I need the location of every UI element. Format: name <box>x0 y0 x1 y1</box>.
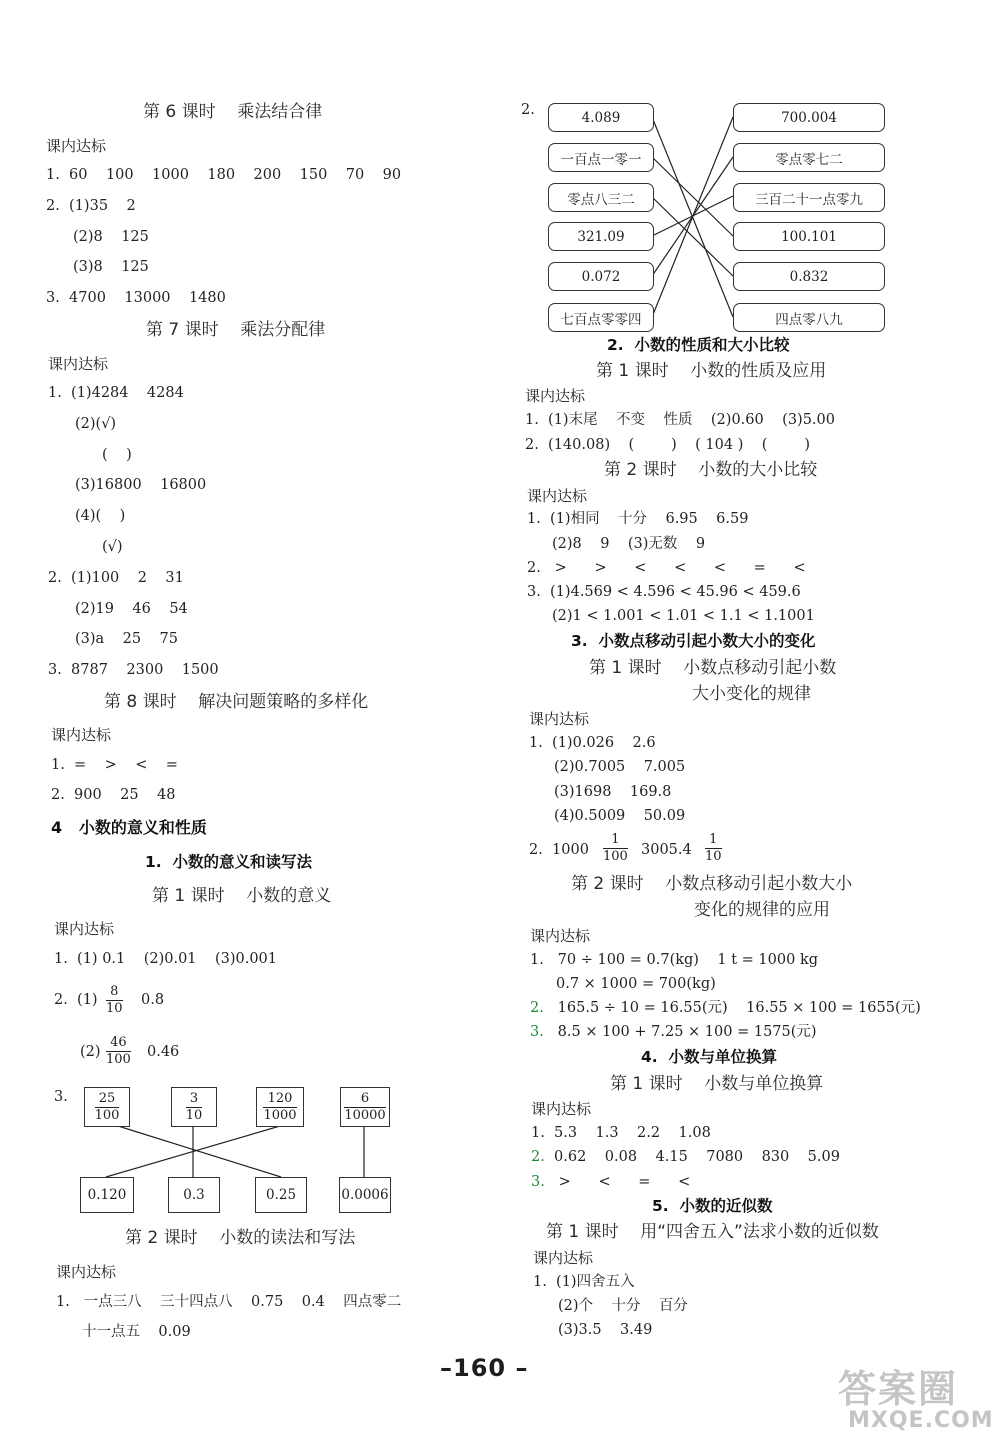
lesson-8-title: 第 8 课时 解决问题策略的多样化 <box>104 692 369 712</box>
match-right-box: 700.004 <box>733 103 885 132</box>
match-left-box: 七百点零零四 <box>548 303 654 332</box>
answer-line: 1. (1)相同 十分 6.95 6.59 <box>527 511 749 527</box>
section-heading: 课内达标 <box>51 726 112 744</box>
denominator: 1000 <box>263 1107 297 1123</box>
match-right-box: 四点零八九 <box>733 303 885 332</box>
answer-line: 十一点五 0.09 <box>82 1324 191 1340</box>
answer-line: (4)( ) <box>75 508 126 524</box>
answer-line: 1. 70 ÷ 100 = 0.7(kg) 1 t = 1000 kg <box>530 952 819 968</box>
answer-line: 1. 60 100 1000 180 200 150 70 90 <box>46 167 402 183</box>
watermark-url: MXQE.COM <box>848 1408 994 1433</box>
lesson-title-cont: 大小变化的规律 <box>692 684 811 704</box>
question-number: 3. <box>531 1174 545 1190</box>
numerator: 8 <box>110 984 119 999</box>
numerator: 1 <box>611 832 620 847</box>
answer-line: 1. (1)四舍五入 <box>533 1274 635 1290</box>
lesson-title: 第 1 课时 小数的性质及应用 <box>596 361 827 381</box>
section-heading: 课内达标 <box>54 920 115 938</box>
answer-line: (2)1 < 1.001 < 1.01 < 1.1 < 1.1001 <box>552 608 815 624</box>
lesson-7-title: 第 7 课时 乘法分配律 <box>146 320 326 340</box>
answer-line: 1. (1)4284 4284 <box>48 385 184 401</box>
answer-line: 1. (1)0.026 2.6 <box>529 735 656 751</box>
question-number: 3. <box>530 1024 544 1040</box>
answer-line: (2)(√) <box>75 416 117 432</box>
lesson-title: 第 2 课时 小数点移动引起小数大小 <box>571 874 853 894</box>
match-right-box: 100.101 <box>733 222 885 251</box>
answer-line: 2. 165.5 ÷ 10 = 16.55(元) 16.55 × 100 = 1655(元) <box>530 1000 921 1016</box>
chapter-4-title: 4 小数的意义和性质 <box>51 818 207 837</box>
answer-line: (2)8 9 (3)无数 9 <box>552 536 706 552</box>
question-number: 2. <box>521 102 535 118</box>
denominator: 10 <box>185 1107 203 1123</box>
denominator: 100 <box>603 848 628 864</box>
match-bottom-box: 0.0006 <box>339 1177 391 1213</box>
answer-line: (3)1698 169.8 <box>554 784 672 800</box>
answer-line: 1. = > < = <box>51 757 178 773</box>
match-left-box: 一百点一零一 <box>548 143 654 172</box>
denominator: 10000 <box>344 1107 386 1123</box>
fraction <box>603 833 628 863</box>
answer-line: 2. (1)35 2 <box>46 198 136 214</box>
answer-line: (2)19 46 54 <box>75 601 188 617</box>
answer-line: 1. (1)末尾 不变 性质 (2)0.60 (3)5.00 <box>525 412 835 428</box>
answer-line: 2. (1) <box>54 992 98 1008</box>
watermark-text: 答案圈 <box>838 1367 959 1411</box>
answer-line: 3. 4700 13000 1480 <box>46 290 226 306</box>
denominator: 100 <box>94 1107 120 1123</box>
answer-line: 2. > > < < < = < <box>527 560 806 576</box>
answer-line: (2)8 125 <box>73 229 149 245</box>
answer-line: 3. 8787 2300 1500 <box>48 662 219 678</box>
answer-line: 3. (1)4.569 < 4.596 < 45.96 < 459.6 <box>527 584 801 600</box>
match-right-box: 三百二十一点零九 <box>733 183 885 212</box>
page-number: –160 – <box>440 1354 529 1382</box>
numerator: 3 <box>189 1090 199 1106</box>
answer-line: 1. 一点三八 三十四点八 0.75 0.4 四点零二 <box>56 1294 402 1310</box>
answer-line: 3. > < = < <box>531 1174 691 1190</box>
denominator: 10 <box>705 848 722 864</box>
numerator: 46 <box>110 1035 127 1050</box>
answer-line: 2. 900 25 48 <box>51 787 176 803</box>
question-number: 3. <box>54 1089 68 1105</box>
lesson-title-cont: 变化的规律的应用 <box>694 900 830 920</box>
denominator: 100 <box>106 1051 131 1067</box>
lesson-title: 第 1 课时 小数点移动引起小数 <box>589 658 837 678</box>
answer-line: (3)8 125 <box>73 259 149 275</box>
answer-line: (√) <box>102 539 123 555</box>
fraction <box>705 833 722 863</box>
answer-line: (2)个 十分 百分 <box>558 1298 688 1314</box>
answer-line: 3005.4 <box>641 842 692 858</box>
answer-line: (3)3.5 3.49 <box>558 1322 653 1338</box>
question-number: 2. <box>530 1000 544 1016</box>
answer-line: 2. (140.08) ( ) ( 104 ) ( ) <box>525 437 810 453</box>
numerator: 120 <box>267 1090 293 1106</box>
subsection-title: 3. 小数点移动引起小数大小的变化 <box>571 632 816 650</box>
match-bottom-box: 0.3 <box>168 1177 220 1213</box>
match-left-box: 4.089 <box>548 103 654 132</box>
lesson-6-title: 第 6 课时 乘法结合律 <box>143 102 323 122</box>
answer-line: 2. (1)100 2 31 <box>48 570 184 586</box>
lesson-title: 第 2 课时 小数的读法和写法 <box>125 1228 356 1248</box>
section-heading: 课内达标 <box>525 387 586 405</box>
lesson-title: 第 1 课时 小数与单位换算 <box>610 1074 824 1094</box>
answer-line: ( ) <box>102 447 132 463</box>
answer-line: (3)a 25 75 <box>75 631 178 647</box>
answer-line: 3. 8.5 × 100 + 7.25 × 100 = 1575(元) <box>530 1024 817 1040</box>
answer-line: 0.8 <box>141 992 165 1008</box>
section-heading: 课内达标 <box>529 710 590 728</box>
match-bottom-box: 0.25 <box>255 1177 307 1213</box>
match-left-box: 零点八三二 <box>548 183 654 212</box>
answer-line: (2) <box>80 1044 101 1060</box>
match-right-box: 0.832 <box>733 262 885 291</box>
section-heading: 课内达标 <box>527 487 588 505</box>
numerator: 6 <box>360 1090 370 1106</box>
answer-line: 2. 0.62 0.08 4.15 7080 830 5.09 <box>531 1149 840 1165</box>
section-heading: 课内达标 <box>56 1263 117 1281</box>
match-bottom-box: 0.120 <box>80 1177 134 1213</box>
numerator: 1 <box>709 832 718 847</box>
answer-line: 1. 5.3 1.3 2.2 1.08 <box>531 1125 711 1141</box>
answer-line: 0.7 × 1000 = 700(kg) <box>556 976 716 992</box>
answer-line: 1. (1) 0.1 (2)0.01 (3)0.001 <box>54 951 278 967</box>
numerator: 25 <box>98 1090 116 1106</box>
question-number: 2. <box>531 1149 545 1165</box>
section-heading: 课内达标 <box>48 355 109 373</box>
answer-line: 2. 1000 <box>529 842 589 858</box>
match-left-box: 0.072 <box>548 262 654 291</box>
subsection-title: 1. 小数的意义和读写法 <box>145 853 312 871</box>
section-heading: 课内达标 <box>533 1249 594 1267</box>
answer-line: (4)0.5009 50.09 <box>554 808 686 824</box>
subsection-title: 5. 小数的近似数 <box>652 1197 773 1215</box>
section-heading: 课内达标 <box>530 927 591 945</box>
answer-line: (2)0.7005 7.005 <box>554 759 686 775</box>
lesson-title: 第 1 课时 用“四舍五入”法求小数的近似数 <box>546 1222 879 1242</box>
match-right-box: 零点零七二 <box>733 143 885 172</box>
answer-line: (3)16800 16800 <box>75 477 207 493</box>
lesson-title: 第 2 课时 小数的大小比较 <box>604 460 818 480</box>
answer-line: 0.46 <box>147 1044 180 1060</box>
lesson-title: 第 1 课时 小数的意义 <box>152 886 332 906</box>
denominator: 10 <box>106 1000 123 1016</box>
section-heading: 课内达标 <box>531 1100 592 1118</box>
match-left-box: 321.09 <box>548 222 654 251</box>
watermark-logo <box>838 1358 998 1438</box>
subsection-title: 2. 小数的性质和大小比较 <box>607 336 790 354</box>
subsection-title: 4. 小数与单位换算 <box>641 1048 777 1066</box>
section-heading: 课内达标 <box>46 137 107 155</box>
